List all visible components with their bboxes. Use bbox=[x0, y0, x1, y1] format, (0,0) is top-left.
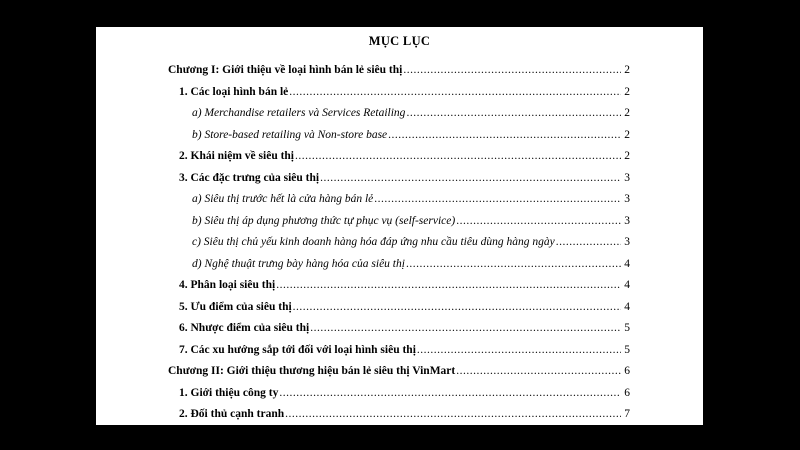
toc-dot-leader bbox=[279, 386, 621, 401]
toc-dot-leader bbox=[320, 171, 621, 186]
toc-page-number: 2 bbox=[624, 107, 630, 119]
toc-dot-leader bbox=[403, 63, 621, 78]
toc-page-number: 3 bbox=[624, 171, 630, 184]
toc-dot-leader bbox=[289, 85, 621, 100]
toc-entry[interactable] bbox=[179, 386, 630, 401]
toc-entry[interactable] bbox=[179, 171, 630, 186]
toc-entry-label: 1. Giới thiệu công ty bbox=[179, 386, 279, 399]
toc-page-number: 6 bbox=[624, 386, 630, 399]
toc-dot-leader bbox=[417, 343, 621, 358]
toc-entry[interactable] bbox=[179, 407, 630, 422]
toc-entry[interactable] bbox=[179, 149, 630, 164]
toc-entry-label: 3. Các đặc trưng của siêu thị bbox=[179, 171, 320, 184]
document-page bbox=[96, 27, 703, 425]
toc-entry-label: 1. Các loại hình bán lẻ bbox=[179, 85, 289, 98]
toc-page-number: 4 bbox=[624, 257, 630, 270]
toc-entry[interactable] bbox=[179, 278, 630, 293]
toc-entry-label: d) Nghệ thuật trưng bày hàng hóa của siêu thị bbox=[192, 257, 405, 270]
toc-page-number: 6 bbox=[624, 365, 630, 377]
toc-dot-leader bbox=[556, 235, 621, 250]
toc-dot-leader bbox=[374, 192, 621, 207]
toc-entry[interactable] bbox=[179, 85, 630, 100]
toc-entry[interactable] bbox=[192, 192, 630, 207]
toc-dot-leader bbox=[406, 257, 621, 272]
toc-dot-leader bbox=[406, 106, 621, 121]
toc-entry[interactable] bbox=[179, 300, 630, 315]
toc-page-number: 3 bbox=[624, 214, 630, 227]
toc-entry[interactable] bbox=[192, 257, 630, 272]
toc-dot-leader bbox=[456, 214, 621, 229]
toc-entry[interactable] bbox=[192, 128, 630, 143]
toc-entry-label: a) Siêu thị trước hết là cửa hàng bán lẻ bbox=[192, 193, 374, 205]
toc-dot-leader bbox=[295, 149, 621, 164]
toc-page-number: 2 bbox=[624, 128, 630, 141]
page-title: MỤC LỤC bbox=[368, 34, 431, 48]
toc-page-number: 5 bbox=[624, 343, 630, 356]
toc-entry[interactable] bbox=[192, 106, 630, 121]
toc-entry-label: 2. Đối thủ cạnh tranh bbox=[179, 408, 285, 420]
toc-entry-label: 7. Các xu hướng sắp tới đối với loại hình siêu thị bbox=[179, 343, 416, 356]
toc-entry-label: 4. Phân loại siêu thị bbox=[179, 279, 276, 291]
toc-entry-label: a) Merchandise retailers và Services Retailing bbox=[192, 107, 406, 119]
toc-page-number: 7 bbox=[624, 408, 630, 420]
toc-dot-leader bbox=[310, 321, 621, 336]
toc-dot-leader bbox=[285, 407, 621, 422]
toc-entry-label: 2. Khái niệm về siêu thị bbox=[179, 150, 295, 162]
toc-entry[interactable] bbox=[179, 343, 630, 358]
toc-entry-label: b) Siêu thị áp dụng phương thức tự phục vụ (self-service) bbox=[192, 214, 456, 227]
toc-entry[interactable] bbox=[192, 235, 630, 250]
toc-entry-label: c) Siêu thị chủ yếu kinh doanh hàng hóa đáp ứng nhu cầu tiêu dùng hàng ngày bbox=[192, 236, 555, 248]
toc-dot-leader bbox=[276, 278, 621, 293]
toc-entry[interactable] bbox=[168, 364, 630, 379]
toc-page-number: 2 bbox=[624, 64, 630, 76]
toc-page-number: 3 bbox=[624, 236, 630, 248]
toc-page-number: 4 bbox=[624, 300, 630, 313]
toc-entry-label: Chương I: Giới thiệu về loại hình bán lẻ siêu thị bbox=[168, 64, 403, 76]
toc-dot-leader bbox=[293, 300, 621, 315]
toc-entry[interactable] bbox=[179, 321, 630, 336]
toc-page-number: 5 bbox=[624, 322, 630, 334]
toc-entry-label: b) Store-based retailing và Non-store base bbox=[192, 128, 388, 141]
toc-page-number: 4 bbox=[624, 279, 630, 291]
toc-entry-label: Chương II: Giới thiệu thương hiệu bán lẻ siêu thị VinMart bbox=[168, 365, 456, 377]
toc-entry-label: 5. Ưu điểm của siêu thị bbox=[179, 300, 292, 313]
toc-page-number: 3 bbox=[624, 193, 630, 205]
toc-entry[interactable] bbox=[168, 63, 630, 78]
toc-page-number: 2 bbox=[624, 85, 630, 98]
toc-entry-label: 6. Nhược điểm của siêu thị bbox=[179, 322, 310, 334]
toc-dot-leader bbox=[388, 128, 621, 143]
toc-entry[interactable] bbox=[192, 214, 630, 229]
toc-page-number: 2 bbox=[624, 150, 630, 162]
toc-dot-leader bbox=[456, 364, 621, 379]
